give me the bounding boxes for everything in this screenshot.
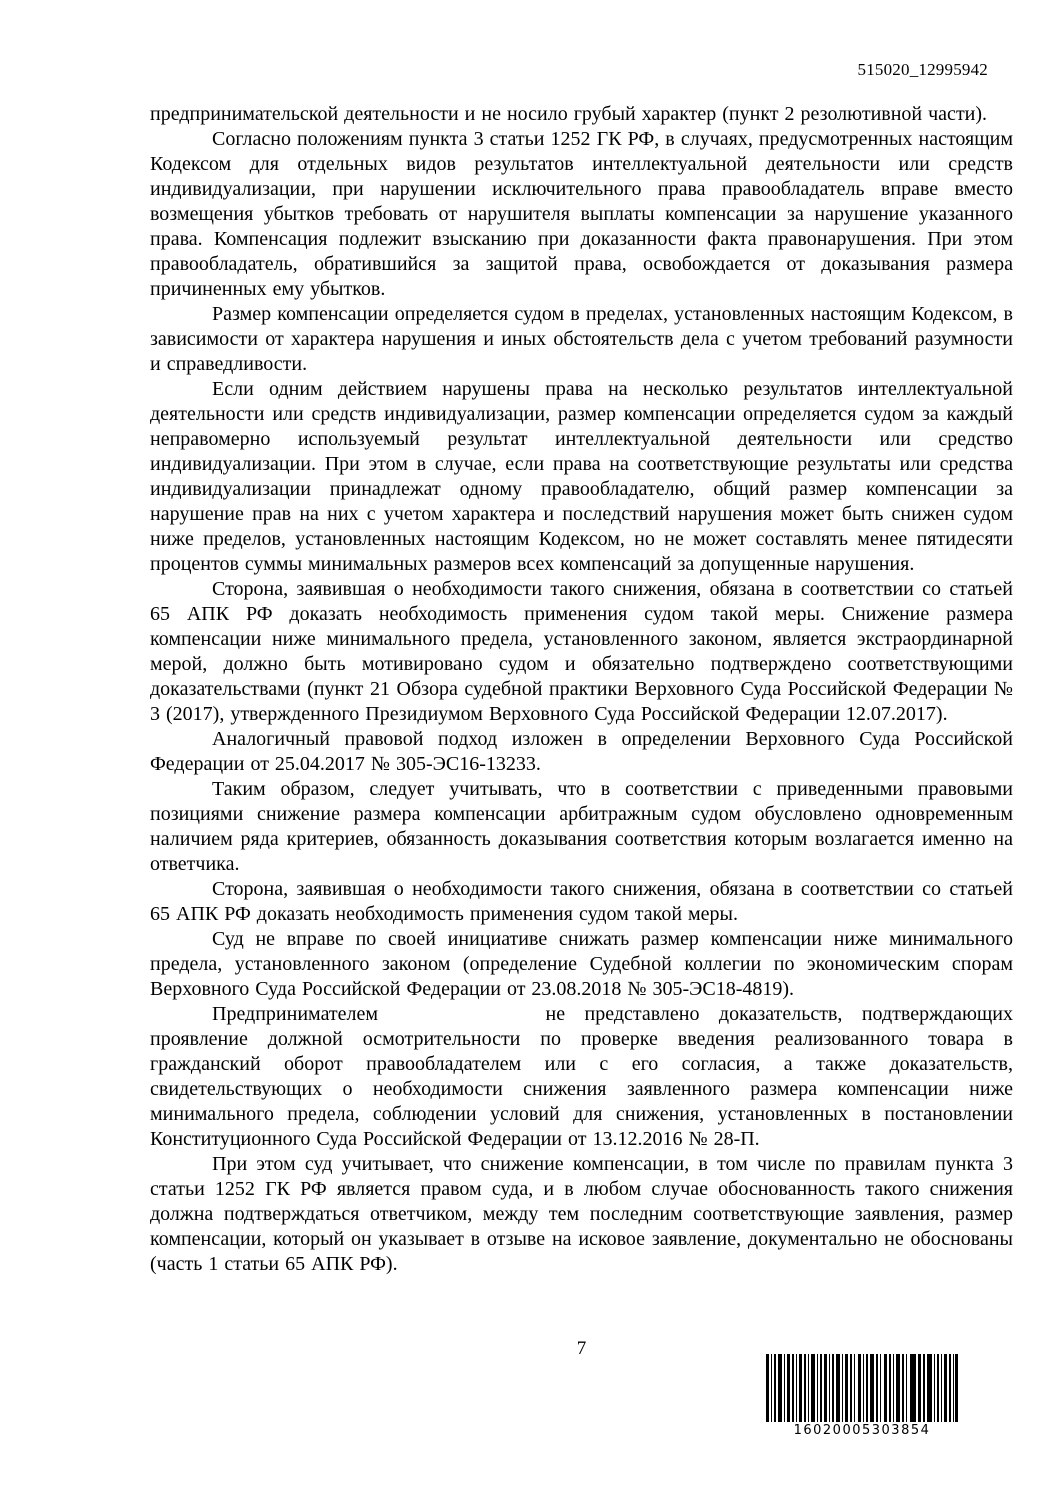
document-id: 515020_12995942 — [857, 60, 988, 79]
paragraph: Согласно положениям пункта 3 статьи 1252 ГК РФ, в случаях, предусмотренных настоящим Кодексом для отдельных видов результатов интеллектуальной деятельности или средств индивидуализации, при нарушении исключительного права правообладатель вправе вместо возмещения убытков требовать от нарушителя выплаты компенсации за нарушение указанного права. Компенсация подлежит взысканию при доказанности факта правонарушения. При этом правообладатель, обратившийся за защитой права, освобождается от доказывания размера причиненных ему убытков. — [150, 128, 1013, 300]
paragraph: Суд не вправе по своей инициативе снижать размер компенсации ниже минимального предела, установленного законом (определение Судебной коллегии по экономическим спорам Верховного Суда Российской Федерации от 23.08.2018 № 305-ЭС18-4819). — [150, 928, 1013, 1000]
barcode — [766, 1354, 958, 1438]
paragraph: Таким образом, следует учитывать, что в соответствии с приведенными правовыми позициями снижение размера компенсации арбитражным судом обусловлено одновременным наличием ряда критериев, обязанность доказывания соответствия которым возлагается именно на ответчика. — [150, 778, 1013, 875]
paragraph: Аналогичный правовой подход изложен в определении Верховного Суда Российской Федерации от 25.04.2017 № 305-ЭС16-13233. — [150, 728, 1013, 775]
document-body — [150, 102, 1013, 1277]
paragraph: Размер компенсации определяется судом в пределах, установленных настоящим Кодексом, в зависимости от характера нарушения и иных обстоятельств дела с учетом требований разумности и справедливости. — [150, 303, 1013, 375]
page-number: 7 — [576, 1338, 587, 1359]
redacted-name-gap — [378, 1019, 526, 1020]
paragraph: Сторона, заявившая о необходимости такого снижения, обязана в соответствии со статьей 65 АПК РФ доказать необходимость применения судом такой меры. — [150, 878, 1013, 925]
barcode-image — [766, 1354, 958, 1422]
barcode-number: 16020005303854 — [793, 1423, 931, 1438]
paragraph: Сторона, заявившая о необходимости такого снижения, обязана в соответствии со статьей 65 АПК РФ доказать необходимость применения судом такой меры. Снижение размера компенсации ниже минимального предела, установленного законом, является экстраординарной мерой, должно быть мотивировано судом и обязательно подтверждено соответствующими доказательствами (пункт 21 Обзора судебной практики Верховного Суда Российской Федерации № 3 (2017), утвержденного Президиумом Верховного Суда Российской Федерации 12.07.2017). — [150, 578, 1013, 725]
paragraph-with-redaction — [150, 1002, 1013, 1152]
paragraph-text-start: Предпринимателем — [212, 1003, 379, 1025]
paragraph: предпринимательской деятельности и не носило грубый характер (пункт 2 резолютивной части). — [150, 103, 988, 125]
paragraph-text-end: не представлено доказательств, подтверждающих проявление должной осмотрительности по проверке введения реализованного товара в гражданский оборот правообладателем или с его согласия, а также доказательств, свидетельствующих о необходимости снижения заявленного размера компенсации ниже минимального предела, соблюдении условий для снижения, установленных в постановлении Конституционного Суда Российской Федерации от 13.12.2016 № 28-П. — [150, 1003, 1014, 1150]
paragraph: При этом суд учитывает, что снижение компенсации, в том числе по правилам пункта 3 статьи 1252 ГК РФ является правом суда, и в любом случае обоснованность такого снижения должна подтверждаться ответчиком, между тем последним соответствующие заявления, размер компенсации, который он указывает в отзыве на исковое заявление, документально не обоснованы (часть 1 статьи 65 АПК РФ). — [150, 1153, 1013, 1275]
paragraph: Если одним действием нарушены права на несколько результатов интеллектуальной деятельности или средств индивидуализации, размер компенсации определяется судом за каждый неправомерно используемый результат интеллектуальной деятельности или средство индивидуализации. При этом в случае, если права на соответствующие результаты или средства индивидуализации принадлежат одному правообладателю, общий размер компенсации за нарушение прав на них с учетом характера и последствий нарушения может быть снижен судом ниже пределов, установленных настоящим Кодексом, но не может составлять менее пятидесяти процентов суммы минимальных размеров всех компенсаций за допущенные нарушения. — [150, 378, 1013, 575]
